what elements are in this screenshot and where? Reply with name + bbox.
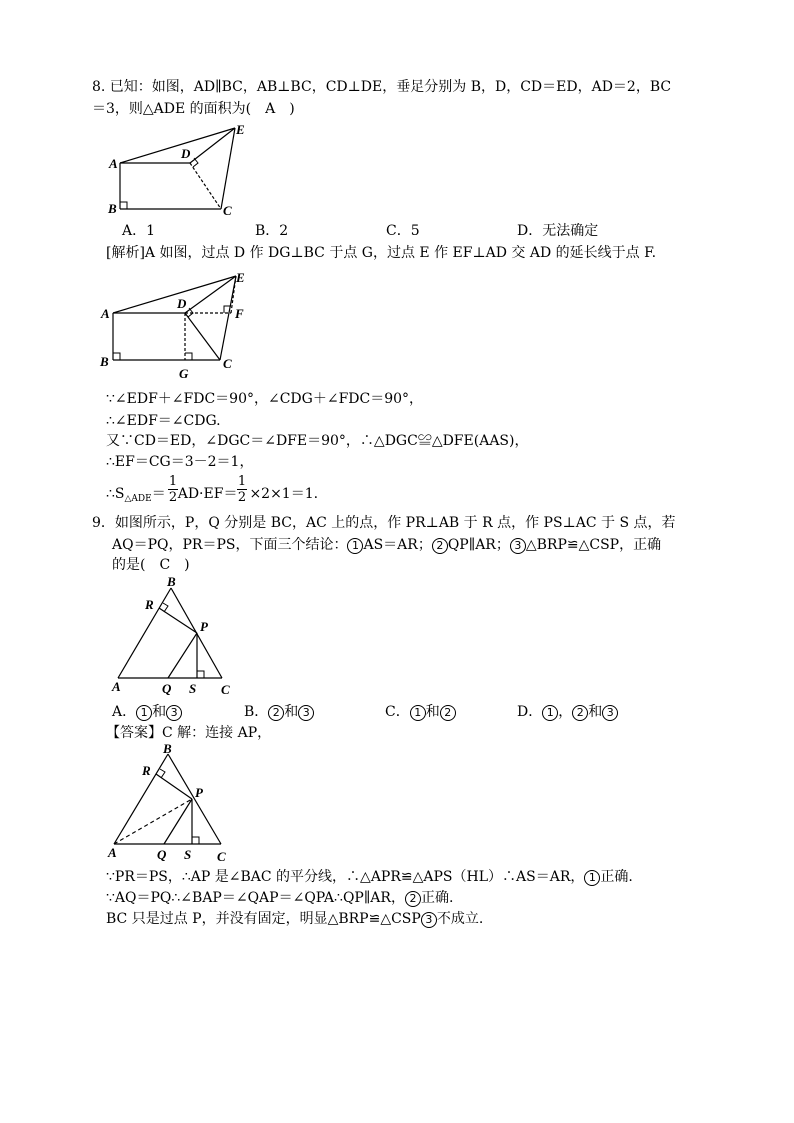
q9-solution-line2-correct: 正确. [420, 890, 454, 906]
q9-ans-fig-label-r: R [142, 763, 151, 778]
q8-proof-line5 [106, 485, 318, 508]
fraction-1 [168, 475, 178, 504]
q9-answer-figure [104, 740, 234, 865]
q9-solution-line3-invalid: 不成立. [436, 911, 484, 927]
q9-option-b-letter: B． [244, 704, 269, 720]
q8-option-a: A．1 [122, 223, 156, 239]
fig2-label-g: G [179, 366, 189, 381]
q8-option-c: C．5 [386, 223, 420, 239]
q9-ans-fig-label-a: A [108, 845, 117, 860]
q8-stem-line1: 8. 已知：如图，AD∥BC，AB⊥BC，CD⊥DE，垂足分别为 B，D，CD＝ED，AD＝2，BC [92, 79, 672, 95]
area-subscript: △ADE [124, 494, 152, 504]
q9-ans-fig-label-p: P [195, 785, 203, 800]
circled-3: 3 [421, 912, 437, 928]
fig1-label-d: D [181, 146, 191, 161]
fig1-label-c: C [223, 203, 232, 218]
q9-solution-line2-text: ∵AQ＝PQ∴∠BAP＝∠QAP＝∠QPA∴QP∥AR， [106, 890, 405, 906]
fig1-label-b: B [108, 201, 117, 216]
q9-solution-line3 [106, 910, 483, 928]
q9-fig-label-r: R [145, 597, 154, 612]
q8-proof-line3: 又∵CD＝ED，∠DGC＝∠DFE＝90°，∴△DGC≌△DFE(AAS)， [106, 433, 529, 449]
fig2-label-c: C [223, 356, 232, 371]
q9-option-a [112, 703, 182, 721]
area-symbol: ∴S [106, 486, 125, 502]
q9-option-d [517, 703, 618, 721]
circled-2: 2 [572, 705, 588, 721]
fraction-1-denominator: 2 [168, 490, 178, 505]
circled-3: 3 [602, 705, 618, 721]
fraction-2-numerator: 1 [237, 474, 247, 489]
q8-option-d: D．无法确定 [517, 223, 599, 239]
q9-option-b-and: 和 [284, 704, 299, 720]
q9-fig-label-a: A [112, 679, 121, 694]
q9-stem-line2 [112, 536, 661, 554]
q9-figure [108, 574, 238, 699]
q8-analysis: [解析]A 如图，过点 D 作 DG⊥BC 于点 G，过点 E 作 EF⊥AD 交 AD 的延长线于点 F. [106, 245, 657, 261]
proof-middle: AD·EF＝ [177, 486, 238, 502]
q9-option-d-letter: D． [517, 704, 543, 720]
circled-3: 3 [298, 705, 314, 721]
q9-option-d-and: 和 [588, 704, 603, 720]
q9-option-d-comma: ， [558, 704, 573, 720]
q9-stem-line1: 9．如图所示，P，Q 分别是 BC，AC 上的点，作 PR⊥AB 于 R 点，作 PS⊥AC 于 S 点，若 [92, 515, 676, 531]
fig2-label-e: E [236, 270, 245, 285]
equals-sign: ＝ [151, 486, 166, 502]
q9-solution-line2 [106, 889, 453, 907]
q9-ans-fig-label-b: B [163, 741, 172, 756]
circled-1: 1 [347, 538, 363, 554]
circled-3: 3 [510, 538, 526, 554]
q8-proof-line4: ∴EF＝CG＝3－2＝1， [106, 454, 254, 470]
q9-ans-fig-label-c: C [217, 849, 226, 864]
circled-2: 2 [432, 538, 448, 554]
q9-option-c-letter: C． [385, 704, 410, 720]
q9-solution-line3-text: BC 只是过点 P，并没有固定，明显△BRP≌△CSP [106, 911, 421, 927]
q9-ans-fig-label-q: Q [157, 847, 167, 862]
circled-2: 2 [440, 705, 456, 721]
circled-1: 1 [410, 705, 426, 721]
q9-stem-text-b: AS＝AR； [363, 537, 432, 553]
fig2-label-d: D [177, 296, 187, 311]
fraction-1-numerator: 1 [168, 474, 178, 489]
fig2-label-f: F [235, 306, 244, 321]
q9-option-a-and: 和 [152, 704, 167, 720]
q9-stem-line3: 的是( C ) [112, 557, 190, 573]
q9-solution-line1-text: ∵PR＝PS，∴AP 是∠BAC 的平分线，∴△APR≌△APS（HL）∴AS＝AR， [106, 869, 585, 885]
circled-1: 1 [542, 705, 558, 721]
q8-option-b: B．2 [255, 223, 289, 239]
q8-stem-line2: ＝3，则△ADE 的面积为( A ) [92, 101, 295, 117]
fig1-label-a: A [109, 156, 118, 171]
q9-stem-text-a: AQ＝PQ，PR＝PS，下面三个结论： [112, 537, 348, 553]
fig1-label-e: E [236, 122, 245, 137]
q9-option-c-and: 和 [425, 704, 440, 720]
q9-stem-text-c: QP∥AR； [447, 537, 510, 553]
q9-solution-line1 [106, 868, 633, 886]
q9-fig-label-p: P [200, 619, 208, 634]
q8-figure [100, 118, 260, 218]
q9-fig-label-b: B [167, 574, 176, 589]
q9-fig-label-c: C [221, 682, 230, 697]
fraction-2-denominator: 2 [237, 490, 247, 505]
q9-option-c [385, 703, 456, 721]
q9-ans-fig-label-s: S [184, 847, 192, 862]
fraction-2 [237, 475, 247, 504]
fig2-label-b: B [100, 354, 109, 369]
q9-solution-line1-correct: 正确. [600, 869, 633, 885]
fig2-label-a: A [101, 306, 110, 321]
q9-answer: 【答案】C 解：连接 AP， [106, 725, 272, 741]
circled-1: 1 [584, 870, 600, 886]
proof-end: ×2×1＝1. [249, 486, 319, 502]
circled-2: 2 [268, 705, 284, 721]
q9-option-a-letter: A． [112, 704, 137, 720]
q8-proof-line2: ∴∠EDF＝∠CDG. [106, 413, 221, 429]
circled-2: 2 [405, 891, 421, 907]
q9-stem-text-d: △BRP≌△CSP，正确 [525, 537, 662, 553]
q8-analysis-figure [96, 268, 256, 383]
circled-3: 3 [166, 705, 182, 721]
q8-proof-line1: ∵∠EDF＋∠FDC＝90°，∠CDG＋∠FDC＝90°， [106, 391, 424, 407]
q9-option-b [244, 703, 314, 721]
q9-fig-label-s: S [189, 681, 197, 696]
circled-1: 1 [136, 705, 152, 721]
q9-fig-label-q: Q [162, 681, 172, 696]
